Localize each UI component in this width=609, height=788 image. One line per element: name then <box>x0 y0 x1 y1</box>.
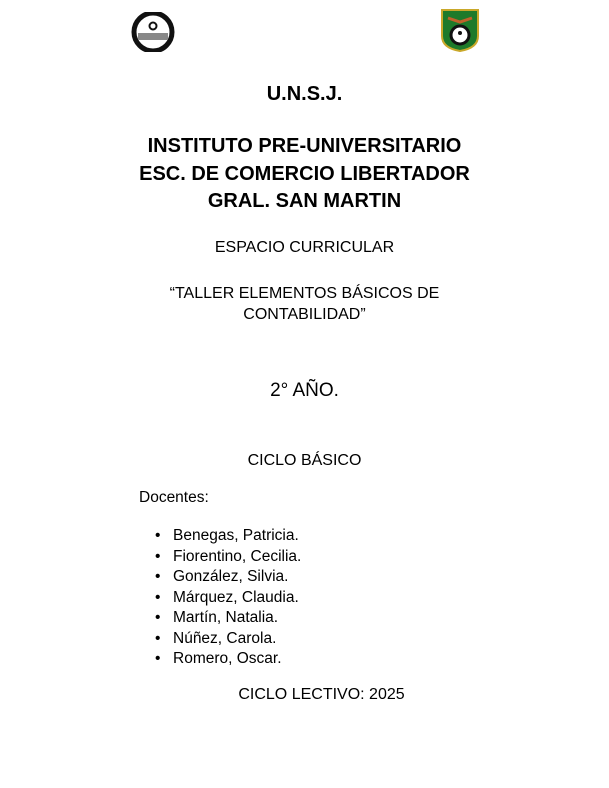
unsj-logo <box>129 12 177 52</box>
school-shield-logo <box>440 8 480 52</box>
list-item: • Romero, Oscar. <box>155 649 301 670</box>
list-item: • Benegas, Patricia. <box>155 526 301 547</box>
espacio-curricular: ESPACIO CURRICULAR <box>214 239 395 256</box>
year: 2° AÑO. <box>270 380 339 401</box>
list-item: • Márquez, Claudia. <box>155 588 301 609</box>
ciclo-lectivo: CICLO LECTIVO: 2025 <box>238 686 405 703</box>
university-acronym: U.N.S.J. <box>266 83 343 105</box>
ciclo: CICLO BÁSICO <box>247 452 362 469</box>
list-item: • Núñez, Carola. <box>155 629 301 650</box>
list-item: • Fiorentino, Cecilia. <box>155 547 301 568</box>
docentes-label: Docentes: <box>139 489 209 506</box>
course-title-2: CONTABILIDAD” <box>243 306 366 323</box>
docentes-list <box>155 526 301 670</box>
school-name-2: GRAL. SAN MARTIN <box>207 190 402 212</box>
course-title-1: “TALLER ELEMENTOS BÁSICOS DE <box>169 285 440 302</box>
list-item: • González, Silvia. <box>155 567 301 588</box>
institute-name: INSTITUTO PRE-UNIVERSITARIO <box>147 135 462 157</box>
school-name: ESC. DE COMERCIO LIBERTADOR <box>139 163 470 185</box>
list-item: • Martín, Natalia. <box>155 608 301 629</box>
